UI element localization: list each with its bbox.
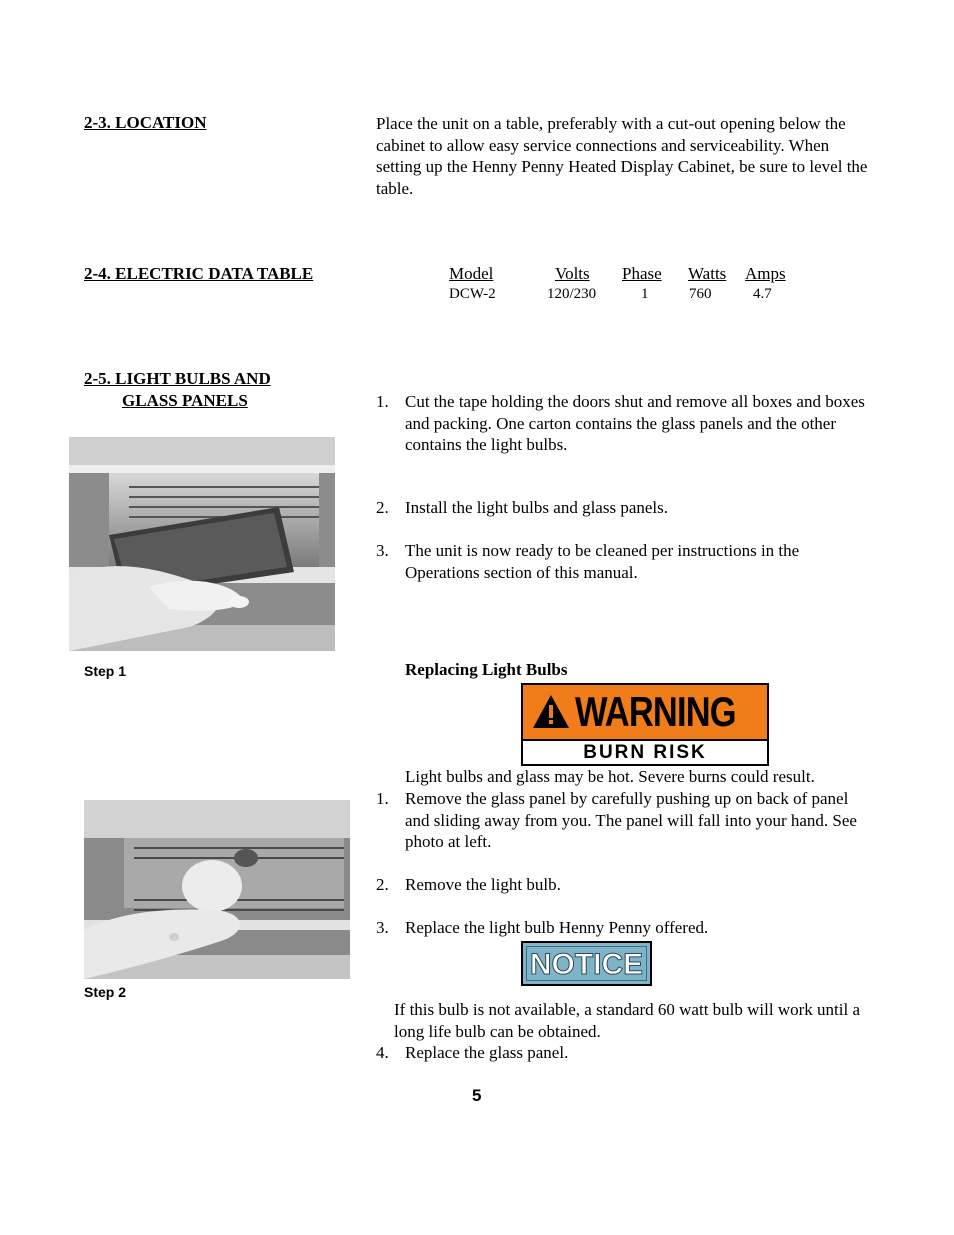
warning-label: WARNING — [575, 688, 736, 735]
step1-photo — [69, 437, 335, 651]
install-step-2 — [376, 497, 876, 519]
step-text: Cut the tape holding the doors shut and remove all boxes and boxes and packing. One carton contains the glass panels and the other contains the light bulbs. — [405, 392, 865, 455]
cell-phase: 1 — [641, 286, 649, 302]
replace-step-2 — [376, 874, 876, 896]
step-number: 1. — [376, 392, 389, 411]
step-number: 3. — [376, 541, 389, 560]
header-model: Model — [449, 264, 494, 283]
header-amps: Amps — [745, 264, 786, 283]
install-step-1 — [376, 391, 876, 456]
burn-risk-label: BURN RISK — [583, 742, 707, 763]
step2-caption: Step 2 — [84, 984, 127, 1000]
replace-step-1 — [376, 788, 876, 853]
warning-triangle-icon — [531, 692, 571, 732]
step-number: 2. — [376, 875, 389, 894]
page-number: 5 — [472, 1086, 482, 1105]
step-text: Remove the glass panel by carefully pushing up on back of panel and sliding away from you. The panel will fall into your hand. See photo at left. — [405, 789, 857, 852]
step-text: Replace the glass panel. — [405, 1043, 569, 1062]
step-number: 2. — [376, 498, 389, 517]
replace-step-4 — [376, 1042, 876, 1064]
header-phase: Phase — [622, 264, 662, 283]
step-text: The unit is now ready to be cleaned per instructions in the Operations section of this manual. — [405, 541, 800, 582]
cell-model: DCW-2 — [449, 286, 496, 302]
electric-heading: 2-4. ELECTRIC DATA TABLE — [84, 264, 314, 283]
step-text: Install the light bulbs and glass panels. — [405, 498, 668, 517]
electric-table-header — [0, 264, 954, 286]
step1-photo-image — [69, 437, 335, 651]
glass-panels-heading: GLASS PANELS — [122, 391, 248, 410]
step-number: 4. — [376, 1043, 389, 1062]
location-heading: 2-3. LOCATION — [84, 113, 207, 132]
step1-caption: Step 1 — [84, 663, 127, 679]
location-body: Place the unit on a table, preferably with a cut-out opening below the cabinet to allow easy service connections and serviceability. When setting up the Henny Penny Heated Display Cabinet, be sure to level the table. — [376, 114, 868, 199]
replace-step-3 — [376, 917, 876, 939]
electric-table-row — [0, 286, 954, 306]
notice-sign — [521, 941, 652, 986]
notice-label: NOTICE — [526, 946, 647, 981]
cell-volts: 120/230 — [547, 286, 597, 302]
warning-text: Light bulbs and glass may be hot. Severe burns could result. — [405, 767, 815, 786]
step-number: 3. — [376, 918, 389, 937]
header-volts: Volts — [555, 264, 590, 283]
notice-text: If this bulb is not available, a standard 60 watt bulb will work until a long life bulb can be obtained. — [394, 1000, 860, 1041]
header-watts: Watts — [688, 264, 727, 283]
cell-amps: 4.7 — [753, 286, 772, 302]
replacing-title: Replacing Light Bulbs — [405, 660, 568, 679]
warning-banner — [523, 685, 767, 741]
cell-watts: 760 — [689, 286, 712, 302]
step2-photo-image — [84, 800, 350, 979]
light-bulbs-heading: 2-5. LIGHT BULBS AND — [84, 369, 271, 388]
step2-photo — [84, 800, 350, 979]
install-step-3 — [376, 540, 876, 583]
step-text: Replace the light bulb Henny Penny offered. — [405, 918, 709, 937]
step-number: 1. — [376, 789, 389, 808]
warning-sign — [521, 683, 769, 766]
step-text: Remove the light bulb. — [405, 875, 561, 894]
